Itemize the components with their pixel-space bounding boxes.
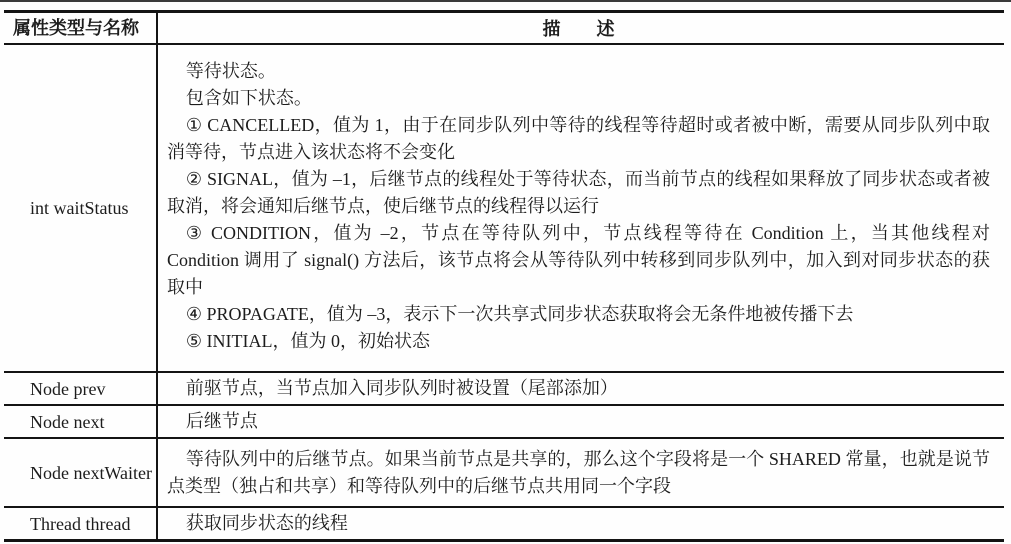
- page-top-rule: [0, 0, 1011, 2]
- description-paragraph: 包含如下状态。: [185, 88, 312, 108]
- table-row-next: [4, 406, 1004, 439]
- attribute-name: Node nextWaiter: [4, 439, 158, 506]
- description-paragraph: ③ CONDITION，值为 –2，节点在等待队列中，节点线程等待在 Condition 上，当其他线程对 Condition 调用了 signal() 方法后，该节点将会从等待队列中转移到同步队列中，加入到对同步状态的获取中: [167, 223, 990, 297]
- attribute-description: [158, 508, 1004, 539]
- header-description: 描 述: [542, 19, 615, 39]
- attribute-description: [158, 373, 1004, 404]
- description-paragraph: 前驱节点，当节点加入同步队列时被设置（尾部添加）: [185, 378, 618, 398]
- description-paragraph: 后继节点: [185, 411, 258, 431]
- description-paragraph: ② SIGNAL，值为 –1，后继节点的线程处于等待状态，而当前节点的线程如果释放了同步状态或者被取消，将会通知后继节点，使后继节点的线程得以运行: [167, 169, 990, 216]
- node-attributes-table: [4, 10, 1004, 542]
- description-paragraph: ④ PROPAGATE，值为 –3，表示下一次共享式同步状态获取将会无条件地被传播下去: [185, 304, 854, 324]
- description-paragraph: 等待队列中的后继节点。如果当前节点是共享的，那么这个字段将是一个 SHARED 常量，也就是说节点类型（独占和共享）和等待队列中的后继节点共用同一个字段: [167, 448, 990, 496]
- header-attribute-type-name: 属性类型与名称: [4, 13, 158, 43]
- table-header-row: [4, 13, 1004, 45]
- table-row-waitstatus: [4, 45, 1004, 373]
- table-row-thread: [4, 508, 1004, 539]
- description-paragraph: ⑤ INITIAL，值为 0，初始状态: [185, 331, 430, 351]
- attribute-name: Node next: [4, 406, 158, 437]
- table-row-nextwaiter: [4, 439, 1004, 508]
- attribute-name: int waitStatus: [4, 45, 158, 371]
- attribute-description: [158, 406, 1004, 437]
- attribute-description: [158, 45, 1004, 371]
- attribute-name: Node prev: [4, 373, 158, 404]
- description-paragraph: ① CANCELLED，值为 1，由于在同步队列中等待的线程等待超时或者被中断，需要从同步队列中取消等待，节点进入该状态将不会变化: [167, 115, 990, 162]
- table-row-prev: [4, 373, 1004, 406]
- description-paragraph: 获取同步状态的线程: [185, 513, 348, 533]
- attribute-description: [158, 439, 1004, 506]
- attribute-name: Thread thread: [4, 508, 158, 539]
- description-paragraph: 等待状态。: [185, 61, 276, 81]
